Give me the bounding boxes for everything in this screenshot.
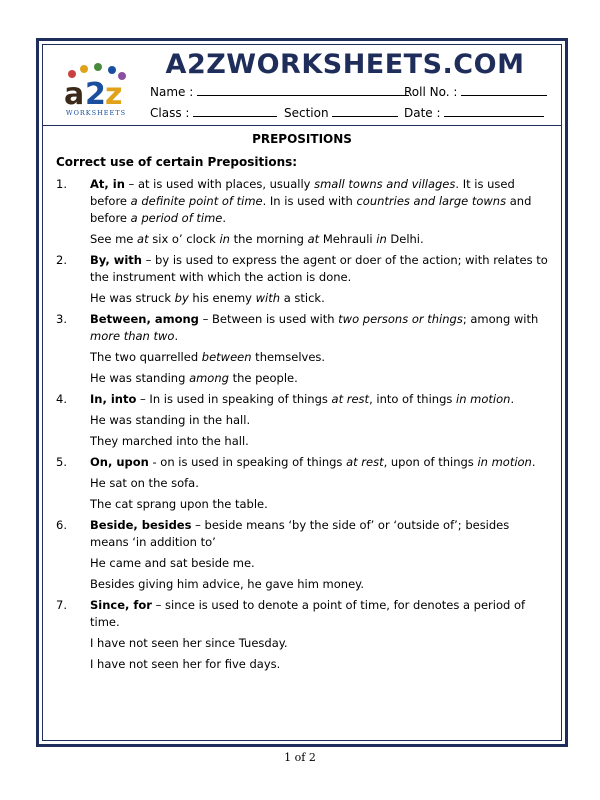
name-line[interactable]: [197, 85, 409, 96]
svg-text:2: 2: [85, 77, 106, 112]
example-sentence: See me at six o’ clock in the morning at Mehrauli in Delhi.: [90, 232, 424, 246]
item-number: 5.: [56, 455, 67, 469]
item-number: 4.: [56, 392, 67, 406]
a2z-logo-icon: [56, 58, 136, 118]
page-number: 1 of 2: [284, 751, 316, 764]
name-label: Name :: [150, 85, 194, 99]
item-term: Between, among: [90, 312, 199, 326]
list-item: 7. Since, for – since is used to denote a point of time, for denotes a period of time.: [56, 598, 526, 629]
roll-field[interactable]: [404, 85, 547, 99]
date-line[interactable]: [444, 106, 544, 117]
item-number: 6.: [56, 518, 67, 532]
name-field[interactable]: [150, 85, 409, 99]
section-line[interactable]: [332, 106, 398, 117]
item-term: At, in: [90, 177, 125, 191]
item-number: 3.: [56, 312, 67, 326]
example-sentence: The two quarrelled between themselves.: [90, 350, 326, 364]
logo-subtext: WORKSHEETS: [65, 109, 127, 117]
list-item: 1. At, in – at is used with places, usually small towns and villages. It is used before a definite point of time. In is used with countries and large towns and before a period of time.: [56, 177, 532, 225]
example-sentence: He came and sat beside me.: [90, 556, 255, 570]
example-sentence: I have not seen her for five days.: [90, 657, 281, 671]
example-sentence: I have not seen her since Tuesday.: [90, 636, 288, 650]
site-brand: A2ZWORKSHEETS.COM: [165, 49, 525, 80]
section-label: Section: [284, 106, 329, 120]
example-sentence: He sat on the sofa.: [90, 476, 199, 490]
example-sentence: He was standing among the people.: [90, 371, 298, 385]
roll-label: Roll No. :: [404, 85, 458, 99]
list-item: 2. By, with – by is used to express the agent or doer of the action; with relates to the instrument with which the action is done.: [56, 253, 548, 284]
example-sentence: They marched into the hall.: [90, 434, 249, 448]
prepositions-list: [56, 176, 551, 677]
class-field[interactable]: [150, 106, 277, 120]
item-term: By, with: [90, 253, 142, 267]
class-label: Class :: [150, 106, 190, 120]
date-field[interactable]: [404, 106, 544, 120]
item-number: 2.: [56, 253, 67, 267]
item-term: On, upon: [90, 455, 149, 469]
item-number: 7.: [56, 598, 67, 612]
class-line[interactable]: [193, 106, 277, 117]
svg-text:z: z: [105, 77, 123, 112]
item-term: Beside, besides: [90, 518, 192, 532]
example-sentence: He was struck by his enemy with a stick.: [90, 291, 325, 305]
header-divider: [43, 125, 561, 126]
example-sentence: He was standing in the hall.: [90, 413, 251, 427]
item-term: In, into: [90, 392, 137, 406]
item-term: Since, for: [90, 598, 152, 612]
section-field[interactable]: [284, 106, 398, 120]
list-item: 6. Beside, besides – beside means ‘by the side of’ or ‘outside of’; besides means ‘in addition to’: [56, 518, 510, 549]
svg-text:a: a: [64, 77, 85, 112]
list-item: 4. In, into – In is used in speaking of things at rest, into of things in motion.: [56, 392, 515, 406]
section-subheading: Correct use of certain Prepositions:: [56, 155, 298, 169]
item-number: 1.: [56, 177, 67, 191]
roll-line[interactable]: [461, 85, 547, 96]
example-sentence: The cat sprang upon the table.: [90, 497, 268, 511]
example-sentence: Besides giving him advice, he gave him money.: [90, 577, 364, 591]
list-item: 3. Between, among – Between is used with two persons or things; among with more than two.: [56, 312, 539, 343]
list-item: 5. On, upon - on is used in speaking of things at rest, upon of things in motion.: [56, 455, 536, 469]
page-title: PREPOSITIONS: [252, 132, 352, 146]
date-label: Date :: [404, 106, 441, 120]
